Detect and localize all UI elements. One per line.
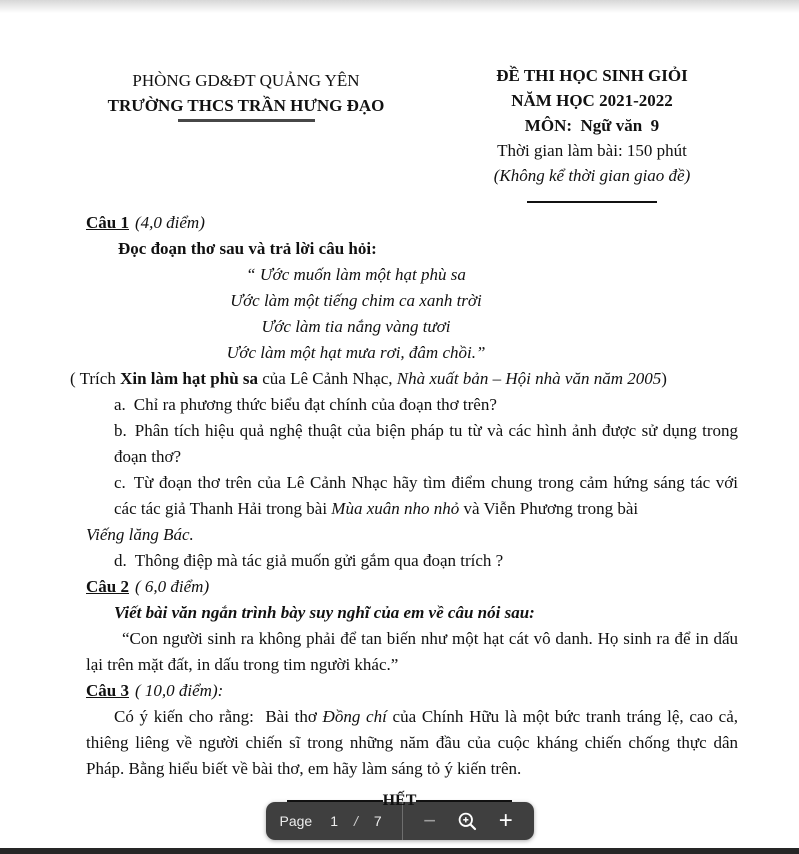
poem-source-line: [70, 366, 738, 392]
item-b-text: Phân tích hiệu quả nghệ thuật của biện pháp tu từ và các hình ảnh được sử dụng trong đoạn thơ?: [114, 421, 738, 466]
end-marker-dash-right: [416, 800, 512, 802]
question-2-points: ( 6,0 điểm): [134, 577, 210, 596]
zoom-in-button[interactable]: +: [498, 807, 513, 834]
poem-title: Xin làm hạt phù sa: [120, 369, 259, 388]
source-publisher: Nhà xuất bản – Hội nhà văn năm 2005: [396, 369, 662, 388]
end-marker-line: [0, 792, 799, 810]
question-3-heading: [86, 678, 738, 704]
question-2-label: Câu 2: [86, 577, 129, 596]
question-1-item-d: [114, 548, 738, 574]
source-author: của Lê Cảnh Nhạc,: [258, 369, 397, 388]
duration-line: Thời gian làm bài: 150 phút: [497, 141, 687, 160]
magnifier-plus-icon: [457, 811, 478, 832]
question-3-paragraph: [86, 704, 738, 782]
total-pages: 7: [373, 813, 382, 829]
page-top-shadow: [0, 0, 799, 13]
item-c-marker: c.: [114, 473, 126, 492]
poem-line: Ước làm một hạt mưa rơi, đâm chồi.”: [226, 343, 486, 362]
page-separator: /: [354, 813, 358, 829]
current-page-number[interactable]: 1: [330, 813, 338, 829]
q3-text-2: của Chính Hữu là một bức tranh tráng lệ, cao cả, thiêng liêng về người chiến sĩ trong những năm đầu của cuộc kháng chiến chống thực dân Pháp. Bằng hiểu biết về bài thơ, em hãy làm sáng tỏ ý kiến trên.: [86, 707, 738, 778]
school-name-underline: [178, 119, 315, 122]
school-year: NĂM HỌC 2021-2022: [511, 91, 673, 110]
magnifier-zoom-button[interactable]: [457, 811, 478, 832]
question-1-heading: [86, 210, 738, 236]
poem-line: Ước làm tia nắng vàng tươi: [261, 317, 451, 336]
question-2-instruction: Viết bài văn ngắn trình bày suy nghĩ của em về câu nói sau:: [114, 603, 535, 622]
item-a-text: Chỉ ra phương thức biểu đạt chính của đoạn thơ trên?: [133, 395, 497, 414]
question-3-label: Câu 3: [86, 681, 129, 700]
exam-body: [70, 210, 738, 782]
poem-line: Ước làm một tiếng chim ca xanh trời: [230, 291, 482, 310]
department-name: PHÒNG GD&ĐT QUẢNG YÊN: [132, 71, 360, 90]
school-name: TRƯỜNG THCS TRẦN HƯNG ĐẠO: [107, 96, 385, 115]
header-right-block: [448, 63, 736, 203]
subject-line: MÔN: Ngữ văn 9: [524, 116, 660, 135]
poem-block: [86, 262, 626, 366]
question-1-points: (4,0 điểm): [134, 213, 205, 232]
item-c-text-1: Từ đoạn thơ trên của Lê Cảnh Nhạc hãy tìm điểm chung trong cảm hứng sáng tác với các tác giả Thanh Hải trong bài: [114, 473, 738, 518]
end-marker-dash-left: [287, 800, 383, 802]
exam-title: ĐỀ THI HỌC SINH GIỎI: [496, 66, 688, 85]
item-c-text-2: và Viễn Phương trong bài: [459, 499, 639, 518]
question-2-heading: [86, 574, 738, 600]
question-1-item-a: [114, 392, 738, 418]
referenced-work-2: Viếng lăng Bác.: [86, 525, 194, 544]
item-d-text: Thông điệp mà tác giả muốn gửi gắm qua đoạn trích ?: [134, 551, 504, 570]
header-left-block: [84, 68, 408, 122]
referenced-work-1: Mùa xuân nho nhỏ: [331, 499, 460, 518]
duration-note: (Không kể thời gian giao đề): [493, 166, 691, 185]
source-prefix: ( Trích: [70, 369, 121, 388]
item-a-marker: a.: [114, 395, 126, 414]
zoom-out-button[interactable]: −: [423, 808, 437, 833]
question-1-instruction: Đọc đoạn thơ sau và trả lời câu hỏi:: [118, 239, 377, 258]
header-divider-rule: [527, 201, 657, 203]
question-3-points: ( 10,0 điểm):: [134, 681, 224, 700]
item-b-marker: b.: [114, 421, 127, 440]
q3-text-1: Có ý kiến cho rằng: Bài thơ: [114, 707, 323, 726]
question-1-item-c: [114, 470, 738, 522]
question-1-label: Câu 1: [86, 213, 129, 232]
source-suffix: ): [661, 369, 667, 388]
poem-line: “ Ước muốn làm một hạt phù sa: [246, 265, 466, 284]
page-label: Page: [279, 813, 313, 829]
bottom-edge-strip: [0, 848, 799, 854]
referenced-work-3: Đồng chí: [322, 707, 387, 726]
question-2-quote: “Con người sinh ra không phải để tan biến như một hạt cát vô danh. Họ sinh ra để in dấu lại trên mặt đất, in dấu trong tim người khác.”: [86, 629, 738, 674]
end-marker-text: HẾT: [382, 792, 417, 809]
item-d-marker: d.: [114, 551, 127, 570]
question-1-item-b: [114, 418, 738, 470]
